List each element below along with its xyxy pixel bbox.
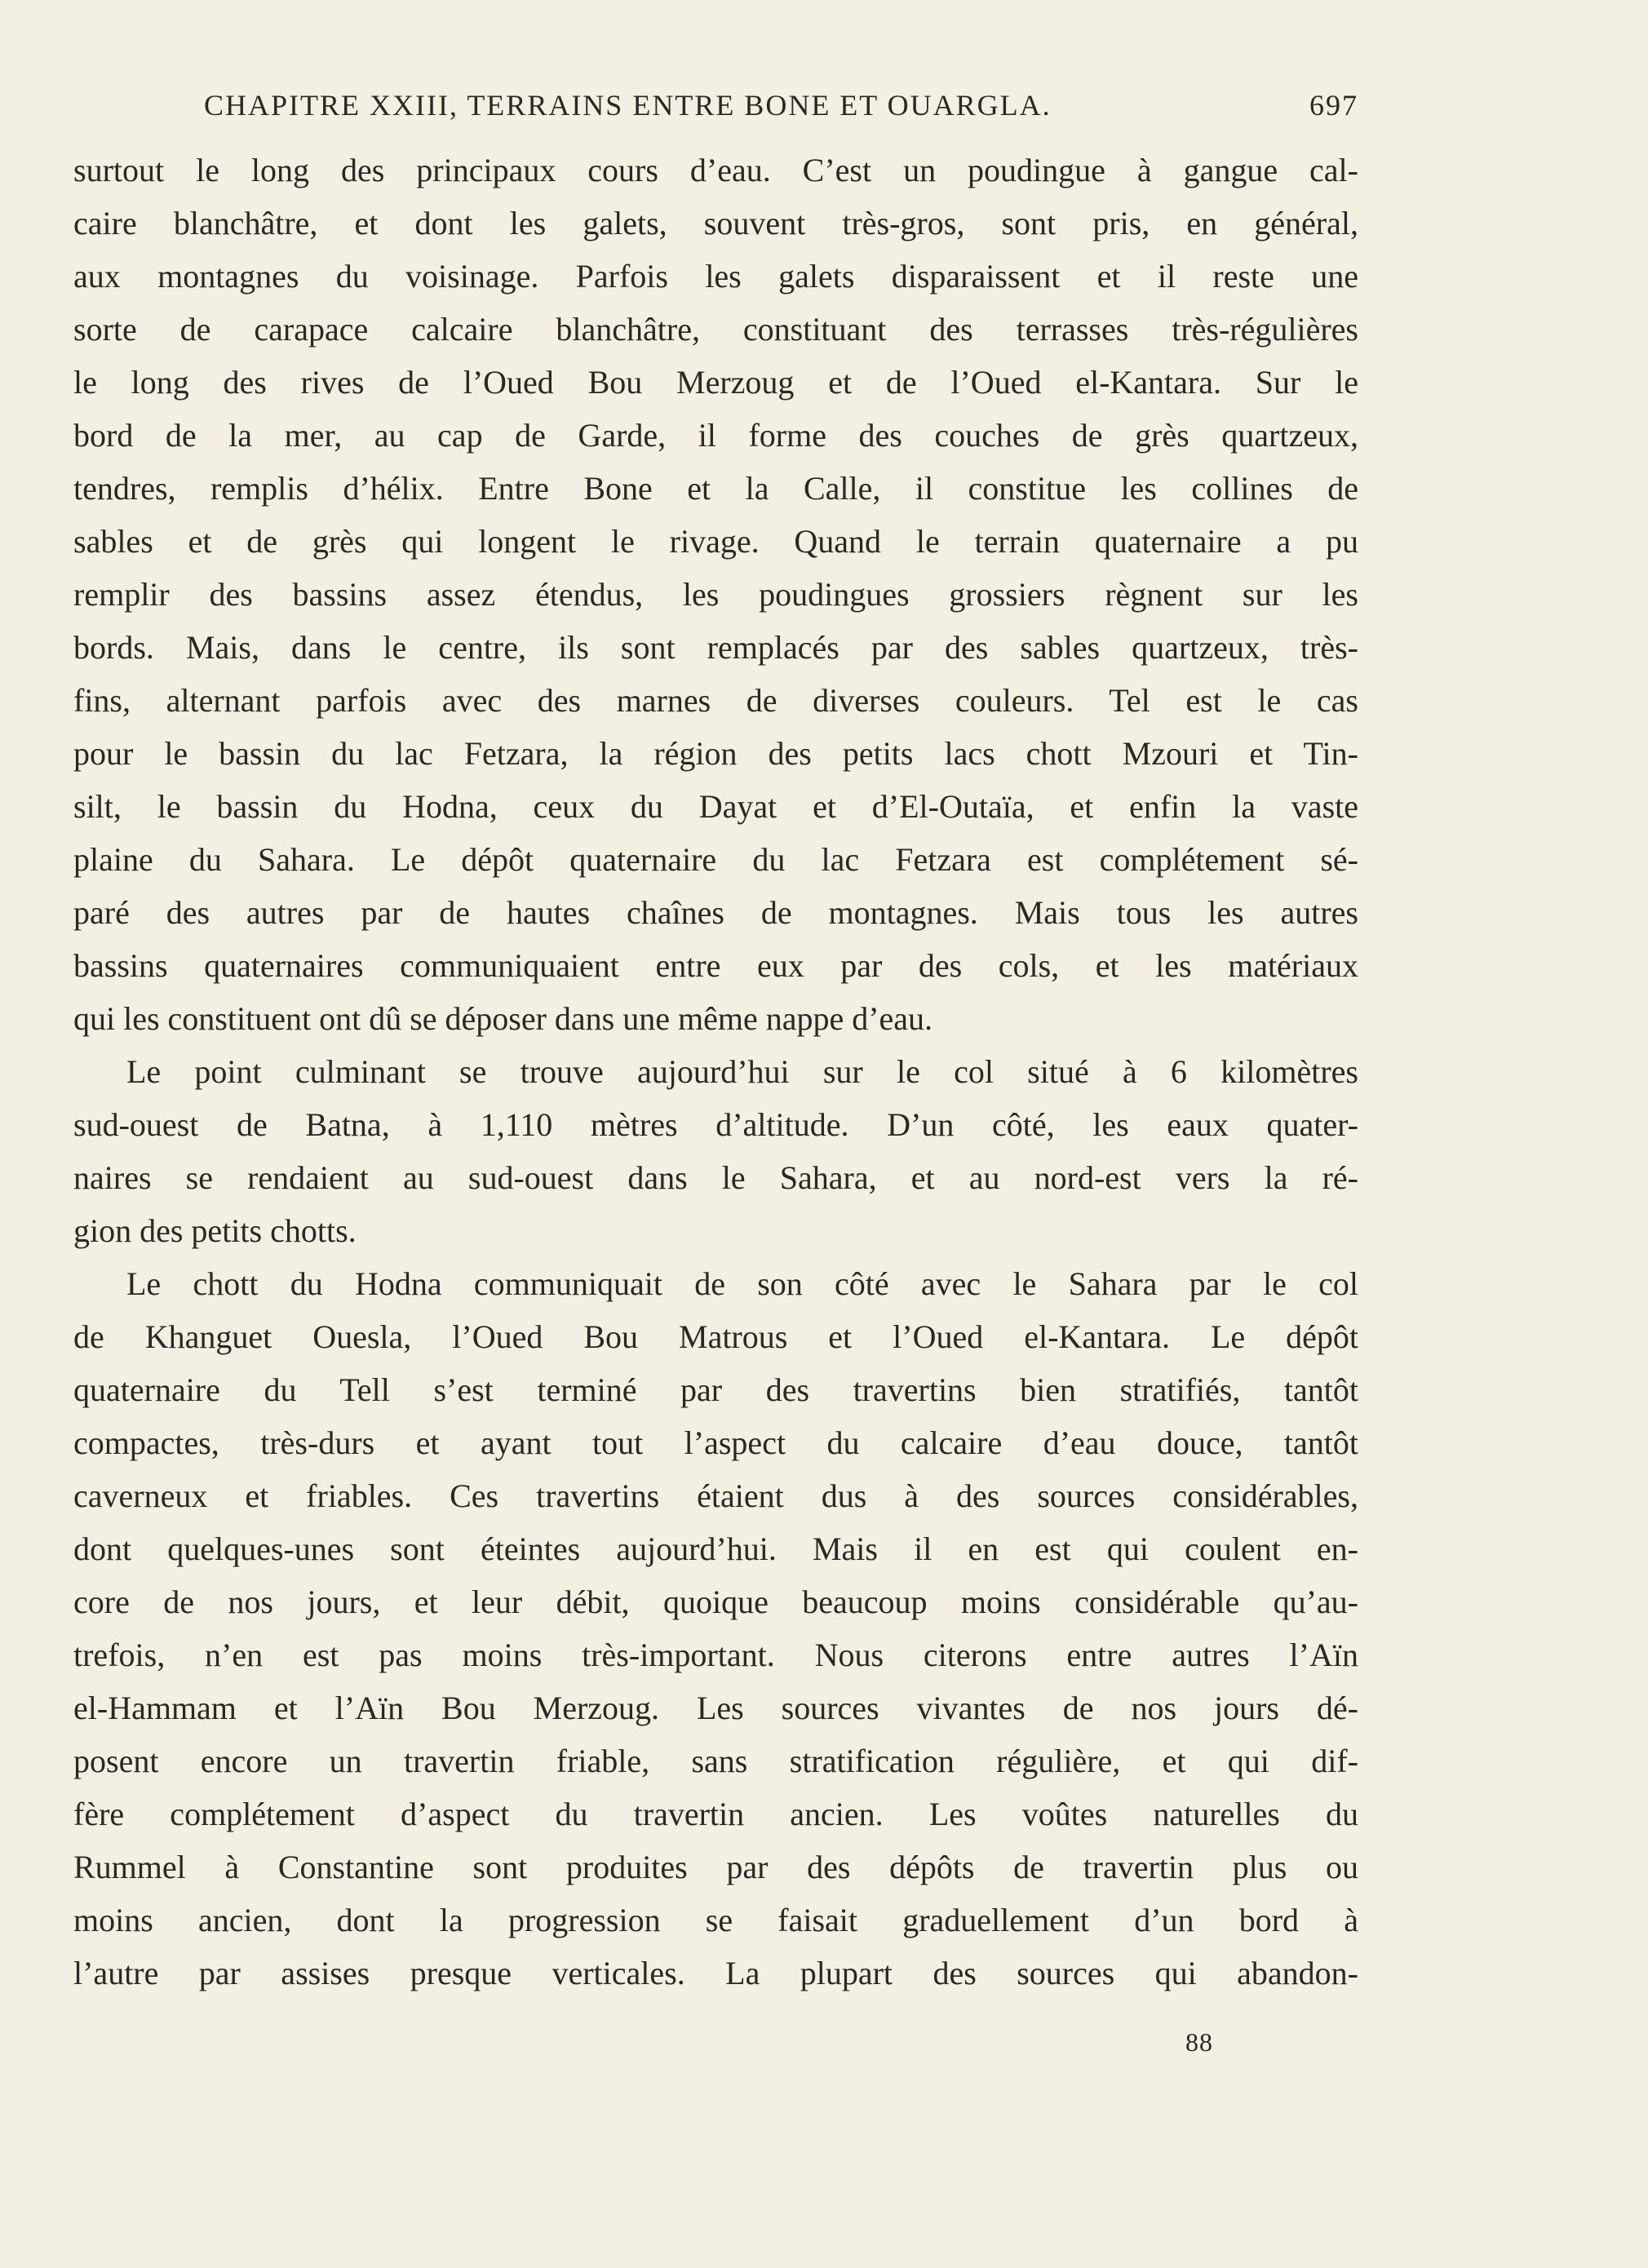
text-line: aux montagnes du voisinage. Parfois les galets disparaissent et il reste une — [73, 258, 1358, 295]
text-line: core de nos jours, et leur débit, quoique beaucoup moins considérable qu’au- — [73, 1584, 1358, 1620]
text-line: trefois, n’en est pas moins très-important. Nous citerons entre autres l’Aïn — [73, 1637, 1358, 1673]
page-number: 697 — [1309, 89, 1358, 122]
text-line: naires se rendaient au sud-ouest dans le Sahara, et au nord-est vers la ré- — [73, 1159, 1358, 1196]
body-text — [73, 144, 1358, 2000]
text-line: caverneux et friables. Ces travertins étaient dus à des sources considérables, — [73, 1477, 1358, 1514]
text-line: bords. Mais, dans le centre, ils sont remplacés par des sables quartzeux, très- — [73, 629, 1358, 666]
text-line: bassins quaternaires communiquaient entre eux par des cols, et les matériaux — [73, 947, 1358, 984]
text-line: tendres, remplis d’hélix. Entre Bone et la Calle, il constitue les collines de — [73, 470, 1358, 507]
text-line: dont quelques-unes sont éteintes aujourd’hui. Mais il en est qui coulent en- — [73, 1530, 1358, 1567]
text-line: silt, le bassin du Hodna, ceux du Dayat et d’El-Outaïa, et enfin la vaste — [73, 788, 1358, 825]
text-line: de Khanguet Ouesla, l’Oued Bou Matrous et l’Oued el-Kantara. Le dépôt — [73, 1318, 1358, 1355]
paragraph-end-line: qui les constituent ont dû se déposer dans une même nappe d’eau. — [73, 1000, 933, 1037]
text-line: compactes, très-durs et ayant tout l’aspect du calcaire d’eau douce, tantôt — [73, 1424, 1358, 1461]
text-line: plaine du Sahara. Le dépôt quaternaire du lac Fetzara est complétement sé- — [73, 841, 1358, 878]
text-line: moins ancien, dont la progression se faisait graduellement d’un bord à — [73, 1902, 1358, 1938]
text-line: pour le bassin du lac Fetzara, la région des petits lacs chott Mzouri et Tin- — [73, 735, 1358, 772]
running-head — [73, 88, 1358, 129]
text-line: bord de la mer, au cap de Garde, il forme des couches de grès quartzeux, — [73, 417, 1358, 454]
paragraph-start-line: Le point culminant se trouve aujourd’hui sur le col situé à 6 kilomètres — [126, 1053, 1358, 1090]
text-line: fère complétement d’aspect du travertin ancien. Les voûtes naturelles du — [73, 1796, 1358, 1832]
text-line: paré des autres par de hautes chaînes de montagnes. Mais tous les autres — [73, 894, 1358, 931]
text-line: surtout le long des principaux cours d’eau. C’est un poudingue à gangue cal- — [73, 152, 1358, 188]
text-line: posent encore un travertin friable, sans stratification régulière, et qui dif- — [73, 1743, 1358, 1779]
text-line: sud-ouest de Batna, à 1,110 mètres d’altitude. D’un côté, les eaux quater- — [73, 1106, 1358, 1143]
text-line: le long des rives de l’Oued Bou Merzoug et de l’Oued el-Kantara. Sur le — [73, 364, 1358, 401]
text-line: remplir des bassins assez étendus, les poudingues grossiers règnent sur les — [73, 576, 1358, 613]
text-line: fins, alternant parfois avec des marnes de diverses couleurs. Tel est le cas — [73, 682, 1358, 719]
text-line: caire blanchâtre, et dont les galets, souvent très-gros, sont pris, en général, — [73, 205, 1358, 241]
text-line: sorte de carapace calcaire blanchâtre, constituant des terrasses très-régulières — [73, 311, 1358, 348]
text-line: quaternaire du Tell s’est terminé par des travertins bien stratifiés, tantôt — [73, 1371, 1358, 1408]
text-line: el-Hammam et l’Aïn Bou Merzoug. Les sources vivantes de nos jours dé- — [73, 1690, 1358, 1726]
text-line: Rummel à Constantine sont produites par des dépôts de travertin plus ou — [73, 1849, 1358, 1885]
signature-mark: 88 — [1185, 2027, 1213, 2057]
paragraph-end-line: gion des petits chotts. — [73, 1212, 357, 1249]
text-line: sables et de grès qui longent le rivage. Quand le terrain quaternaire a pu — [73, 523, 1358, 560]
text-line: l’autre par assises presque verticales. La plupart des sources qui abandon- — [73, 1955, 1358, 1991]
chapter-title: CHAPITRE XXIII, TERRAINS ENTRE BONE ET OUARGLA. — [204, 89, 1052, 122]
paragraph-start-line: Le chott du Hodna communiquait de son côté avec le Sahara par le col — [126, 1265, 1358, 1302]
